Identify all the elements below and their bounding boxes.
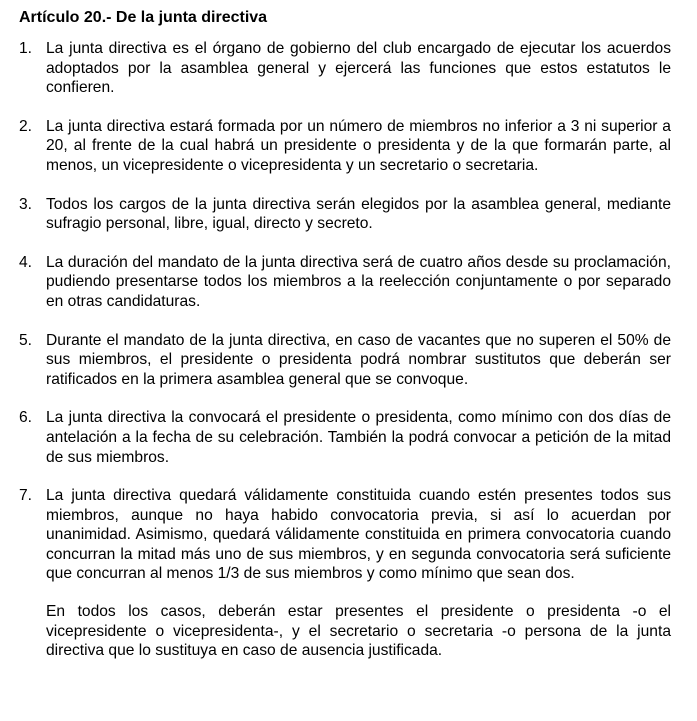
article-item bbox=[19, 253, 671, 312]
article-item bbox=[19, 486, 671, 584]
article-item bbox=[19, 195, 671, 234]
closing-paragraph: En todos los casos, deberán estar presentes el presidente o presidenta -o el vicepresidente o vicepresidenta-, y el secretario o secretaria -o persona de la junta directiva que lo sustituya en caso de ausencia justificada. bbox=[46, 603, 671, 660]
item-number: 5. bbox=[19, 331, 33, 349]
item-text: Durante el mandato de la junta directiva, en caso de vacantes que no superen el 50% de sus miembros, el presidente o presidenta podrá nombrar sustitutos que deberán ser ratificados en la primera asamblea general que se convoque. bbox=[46, 331, 671, 388]
item-number: 3. bbox=[19, 195, 33, 213]
item-text: La junta directiva la convocará el presidente o presidenta, como mínimo con dos días de antelación a la fecha de su celebración. También la podrá convocar a petición de la mitad de sus miembros. bbox=[46, 409, 671, 466]
item-text: La duración del mandato de la junta directiva será de cuatro años desde su proclamación, pudiendo presentarse todos los miembros a la reelección conjuntamente o por separado en otras candidaturas. bbox=[46, 253, 671, 310]
item-number: 2. bbox=[19, 117, 33, 135]
item-text: La junta directiva quedará válidamente constituida cuando estén presentes todos sus miembros, aunque no haya habido convocatoria previa, si así lo acuerdan por unanimidad. Asimismo, quedará válidamente constituida en primera convocatoria cuando concurran la mitad más uno de sus miembros, y en segunda convocatoria será suficiente que concurran al menos 1/3 de sus miembros y como mínimo que sean dos. bbox=[46, 487, 671, 583]
article-item bbox=[19, 117, 671, 176]
item-number: 1. bbox=[19, 40, 33, 57]
item-text: La junta directiva es el órgano de gobierno del club encargado de ejecutar los acuerdos adoptados por la asamblea general y ejercerá las funciones que estos estatutos le confieren. bbox=[46, 40, 671, 97]
item-number: 4. bbox=[19, 253, 33, 271]
item-text: La junta directiva estará formada por un número de miembros no inferior a 3 ni superior a 20, al frente de la cual habrá un presidente o presidenta y de la que formarán parte, al menos, un vicepresidente o vicepresidenta y un secretario o secretaria. bbox=[46, 117, 671, 174]
article-item bbox=[19, 408, 671, 467]
article-item-list bbox=[19, 39, 671, 584]
item-number: 7. bbox=[19, 487, 33, 505]
article-item bbox=[19, 39, 671, 98]
article-heading: Artículo 20.- De la junta directiva bbox=[19, 9, 268, 26]
item-text: Todos los cargos de la junta directiva serán elegidos por la asamblea general, mediante sufragio personal, libre, igual, directo y secreto. bbox=[46, 195, 671, 233]
article-item bbox=[19, 331, 671, 390]
item-number: 6. bbox=[19, 409, 33, 427]
